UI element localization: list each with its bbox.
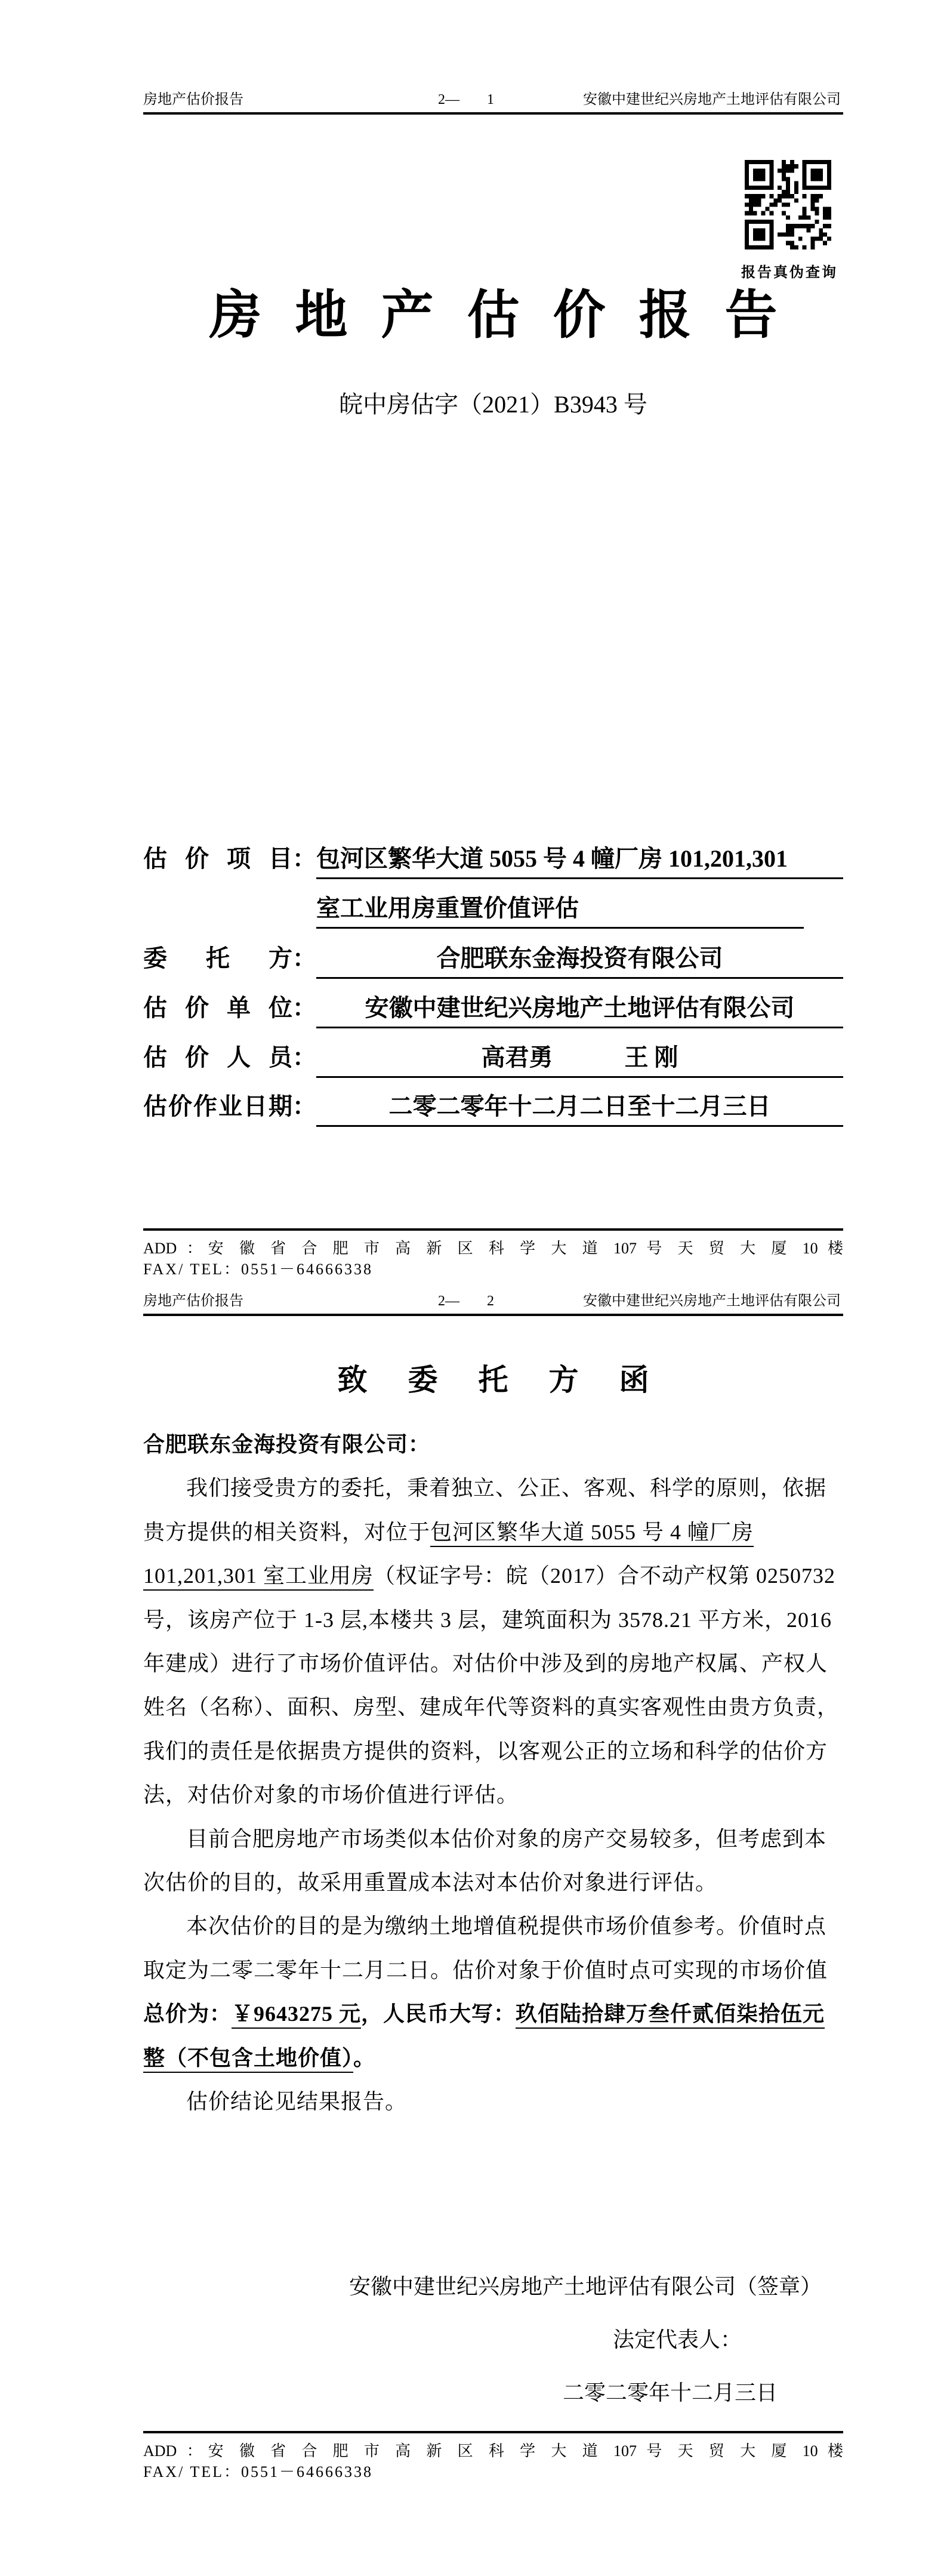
body-line [143, 2080, 843, 2124]
body-line [143, 1861, 843, 1905]
body-line [143, 1905, 843, 1948]
body-text: 总价为： [143, 2002, 232, 2026]
page2-running-footer [143, 2431, 843, 2482]
header-page-number: 1 [487, 92, 494, 107]
body-text: 。 [353, 2045, 376, 2070]
footer-address: ADD ：安 徽 省 合 肥 市 高 新 区 科 学 大 道 107 号 天 贸 大 厦 10 楼 [143, 2442, 843, 2460]
form-label: 估价单位 [143, 994, 292, 1021]
signature-company: 安徽中建世纪兴房地产土地评估有限公司（签章） [349, 2275, 822, 2298]
form-value: 合肥联东金海投资有限公司 [316, 945, 843, 979]
body-text: 本次估价的目的是为缴纳土地增值税提供市场价值参考。价值时点 [186, 1914, 827, 1939]
underlined-text: 整（不包含土地价值） [143, 2046, 353, 2073]
form-colon: ： [292, 845, 316, 872]
body-line [143, 1730, 843, 1773]
body-line [143, 1554, 843, 1598]
body-text: 姓名（名称）、面积、房型、建成年代等资料的真实客观性由贵方负责， [143, 1695, 840, 1720]
qr-code [745, 160, 831, 249]
page2-running-header [143, 1291, 843, 1316]
report-title: 房地产估价报告 [209, 287, 811, 345]
form-row [143, 994, 843, 1028]
body-text: 目前合肥房地产市场类似本估价对象的房产交易较多，但考虑到本 [186, 1826, 827, 1851]
body-text: 法，对估价对象的市场价值进行评估。 [143, 1783, 519, 1807]
body-line [143, 1773, 843, 1817]
body-text: 我们的责任是依据贵方提供的资料，以客观公正的立场和科学的估价方 [143, 1739, 828, 1763]
body-text: 贵方提供的相关资料，对位于 [143, 1520, 431, 1544]
body-text: 年建成）进行了市场价值评估。对估价中涉及到的房地产权属、产权人 [143, 1651, 828, 1676]
body-text: 次估价的目的，故采用重置成本法对本估价对象进行评估。 [143, 1871, 718, 1895]
form-row [143, 1044, 843, 1078]
header-left-label: 房地产估价报告 [143, 92, 243, 107]
body-text: 估价结论见结果报告。 [186, 2090, 408, 2114]
body-text: 我们接受贵方的委托，秉着独立、公正、客观、科学的原则，依据 [186, 1476, 827, 1500]
form-value: 高君勇 王 刚 [316, 1044, 843, 1078]
body-line [143, 1686, 843, 1729]
header-page-indicator [438, 1291, 494, 1311]
header-left-label: 房地产估价报告 [143, 1293, 243, 1309]
form-colon: ： [292, 994, 316, 1021]
body-line [143, 1949, 843, 1992]
form-value: 包河区繁华大道 5055 号 4 幢厂房 101,201,301 [316, 845, 843, 879]
letter-title: 致委托方函 [337, 1363, 690, 1397]
letter-body [143, 1423, 843, 2124]
page1-running-header [143, 90, 843, 115]
underlined-text: 101,201,301 室工业用房 [143, 1564, 374, 1591]
form-row [143, 945, 843, 979]
body-line [143, 1598, 843, 1642]
footer-address: ADD ：安 徽 省 合 肥 市 高 新 区 科 学 大 道 107 号 天 贸 大 厦 10 楼 [143, 1240, 843, 1257]
form-row [143, 845, 843, 879]
body-text: 合肥联东金海投资有限公司： [143, 1432, 431, 1456]
body-line [143, 1642, 843, 1686]
form-colon: ： [292, 945, 316, 972]
body-line [143, 1511, 843, 1554]
form-colon: ： [292, 1044, 316, 1071]
body-text: （权证字号：皖（2017）合不动产权第 0250732 [374, 1564, 836, 1588]
header-page-number: 2 [487, 1293, 494, 1309]
underlined-text: 玖佰陆拾肆万叁仟贰佰柒拾伍元 [516, 2002, 825, 2029]
form-value: 室工业用房重置价值评估 [316, 895, 804, 929]
body-text: ，人民币大写： [361, 2002, 516, 2026]
underlined-text: 包河区繁华大道 5055 号 4 幢厂房 [430, 1520, 754, 1547]
signature-legal-rep: 法定代表人： [613, 2328, 742, 2352]
header-page-total: 2— [438, 1293, 459, 1309]
header-page-total: 2— [438, 92, 459, 107]
body-line [143, 1423, 843, 1466]
header-company-name: 安徽中建世纪兴房地产土地评估有限公司 [583, 1293, 841, 1309]
form-row [143, 895, 843, 929]
header-company-name: 安徽中建世纪兴房地产土地评估有限公司 [583, 92, 841, 107]
form-row [143, 1093, 843, 1127]
form-label: 估价作业日期 [143, 1093, 292, 1120]
body-text: 号，该房产位于 1-3 层,本楼共 3 层，建筑面积为 3578.21 平方米，2016 [143, 1607, 832, 1632]
body-line [143, 1817, 843, 1861]
body-line [143, 1466, 843, 1510]
form-value: 安徽中建世纪兴房地产土地评估有限公司 [316, 994, 843, 1028]
form-label: 委托方 [143, 945, 292, 972]
underlined-text: ￥9643275 元 [232, 2002, 361, 2029]
form-label: 估价项目 [143, 845, 292, 872]
header-page-indicator [438, 90, 494, 110]
signature-date: 二零二零年十二月三日 [563, 2381, 778, 2405]
body-line [143, 2036, 843, 2080]
form-label: 估价人员 [143, 1044, 292, 1071]
report-doc-number: 皖中房估字（2021）B3943 号 [339, 391, 647, 418]
body-line [143, 1992, 843, 2036]
footer-fax: FAX/ TEL：0551－64666338 [143, 1261, 373, 1278]
form-colon: ： [292, 1093, 316, 1120]
footer-fax: FAX/ TEL：0551－64666338 [143, 2463, 373, 2481]
form-value: 二零二零年十二月二日至十二月三日 [316, 1093, 843, 1127]
qr-caption: 报告真伪查询 [741, 265, 838, 281]
body-text: 取定为二零二零年十二月二日。估价对象于价值时点可实现的市场价值 [143, 1958, 828, 1982]
page1-running-footer [143, 1228, 843, 1280]
